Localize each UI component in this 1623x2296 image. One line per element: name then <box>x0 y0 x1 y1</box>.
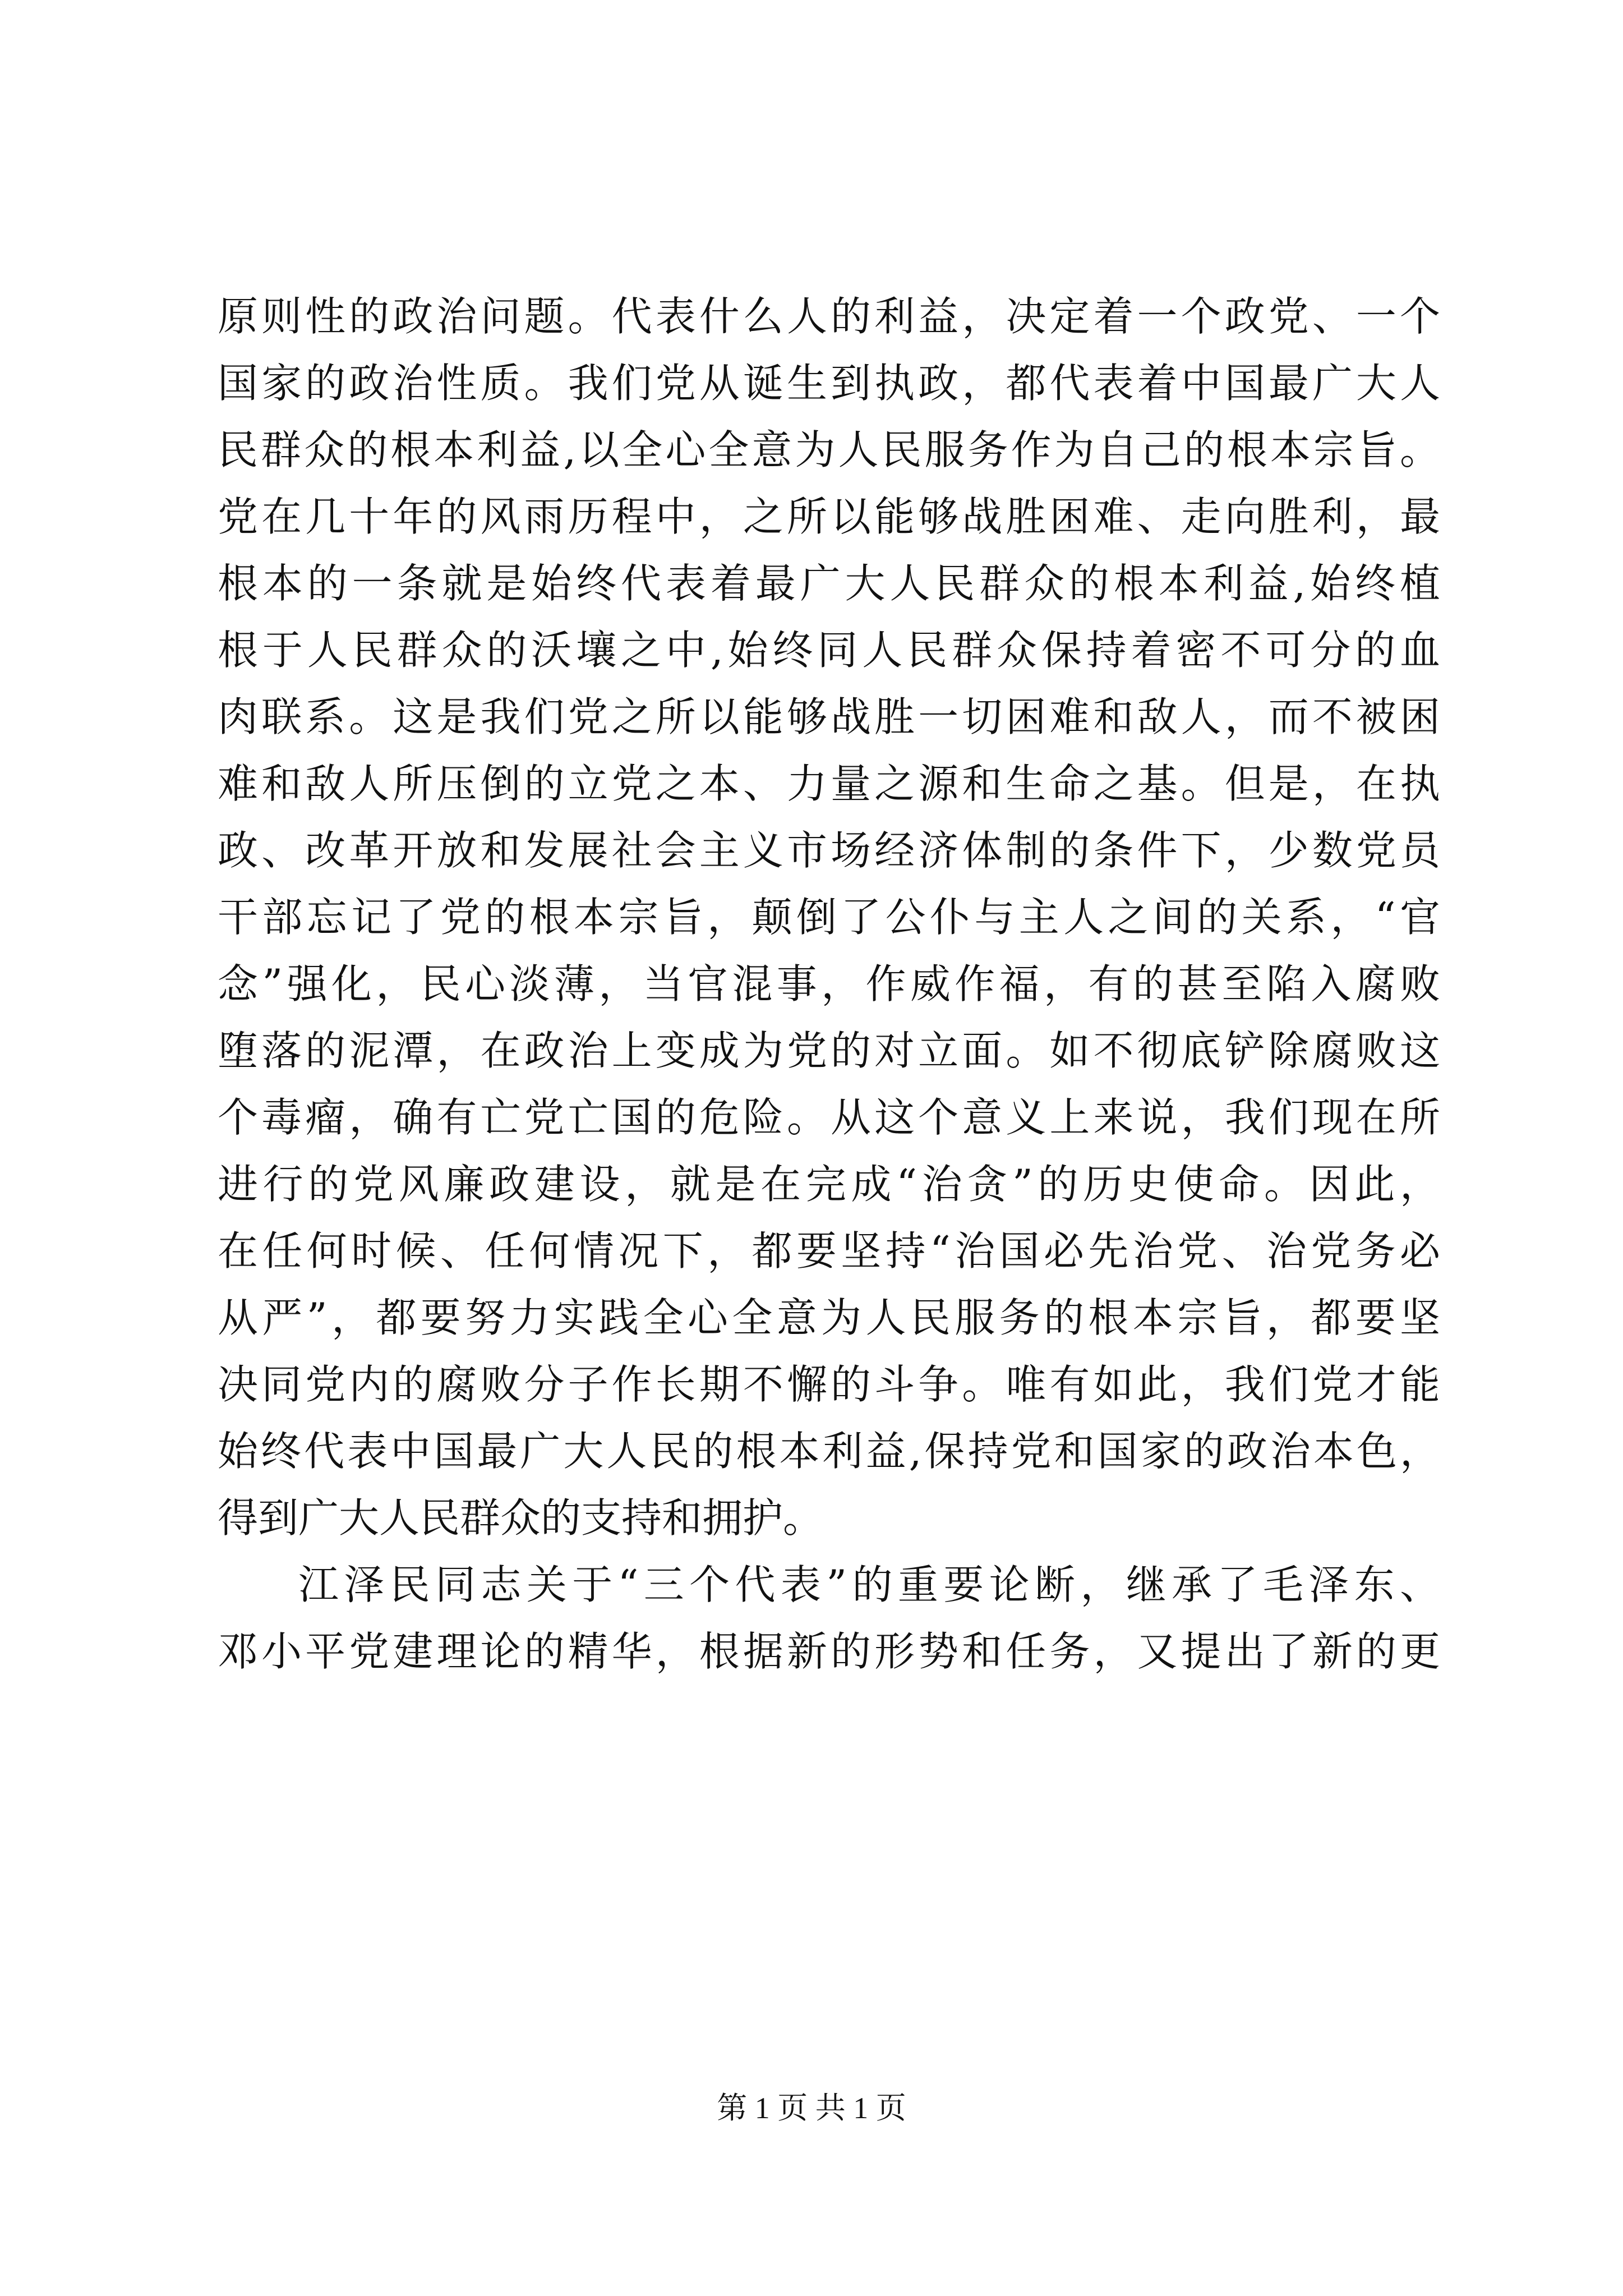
text-line: 党在几十年的风雨历程中，之所以能够战胜困难、走向胜利，最 <box>218 493 1440 540</box>
text-line: 进行的党风廉政建设，就是在完成“治贪”的历史使命。因此， <box>218 1161 1440 1208</box>
text-line: 念”强化，民心淡薄，当官混事，作威作福，有的甚至陷入腐败 <box>218 960 1440 1007</box>
text-line: 原则性的政治问题。代表什么人的利益，决定着一个政党、一个 <box>218 293 1440 340</box>
text-line: 个毒瘤，确有亡党亡国的危险。从这个意义上来说，我们现在所 <box>218 1094 1440 1141</box>
text-line: 肉联系。这是我们党之所以能够战胜一切困难和敌人，而不被困 <box>218 693 1440 740</box>
text-line: 根于人民群众的沃壤之中,始终同人民群众保持着密不可分的血 <box>218 627 1440 674</box>
text-line: 在任何时候、任何情况下，都要坚持“治国必先治党、治党务必 <box>218 1227 1440 1274</box>
text-line: 决同党内的腐败分子作长期不懈的斗争。唯有如此，我们党才能 <box>218 1361 1440 1408</box>
body-text <box>218 283 1440 1685</box>
text-line: 堕落的泥潭，在政治上变成为党的对立面。如不彻底铲除腐败这 <box>218 1027 1440 1074</box>
text-line: 难和敌人所压倒的立党之本、力量之源和生命之基。但是，在执 <box>218 760 1440 807</box>
text-line: 从严”，都要努力实践全心全意为人民服务的根本宗旨，都要坚 <box>218 1294 1440 1341</box>
text-line: 江泽民同志关于“三个代表”的重要论断，继承了毛泽东、 <box>298 1561 1440 1608</box>
text-line: 根本的一条就是始终代表着最广大人民群众的根本利益,始终植 <box>218 560 1440 607</box>
text-line: 政、改革开放和发展社会主义市场经济体制的条件下，少数党员 <box>218 827 1440 874</box>
text-line: 国家的政治性质。我们党从诞生到执政，都代表着中国最广大人 <box>218 360 1440 407</box>
text-line: 民群众的根本利益,以全心全意为人民服务作为自己的根本宗旨。 <box>218 426 1440 473</box>
text-line: 干部忘记了党的根本宗旨，颠倒了公仆与主人之间的关系，“官 <box>218 894 1440 941</box>
page-number-footer: 第 1 页 共 1 页 <box>717 2091 906 2125</box>
text-line: 得到广大人民群众的支持和拥护。 <box>218 1494 824 1542</box>
text-line: 邓小平党建理论的精华，根据新的形势和任务，又提出了新的更 <box>218 1628 1440 1675</box>
text-line: 始终代表中国最广大人民的根本利益,保持党和国家的政治本色， <box>218 1428 1440 1475</box>
